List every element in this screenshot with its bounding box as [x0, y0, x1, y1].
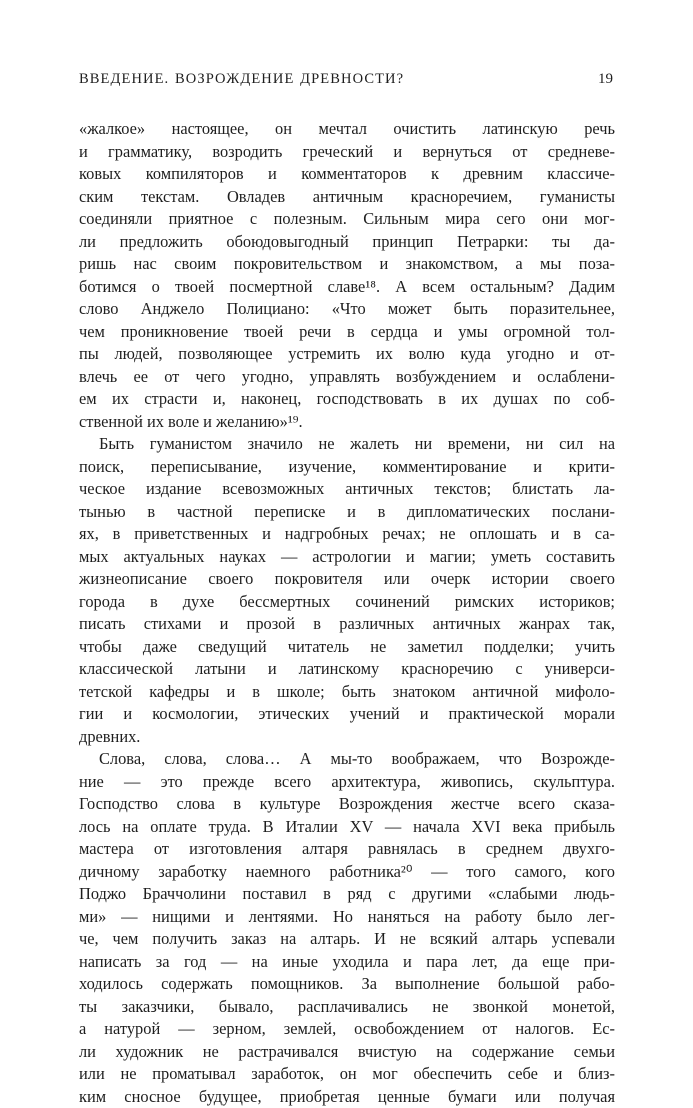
text-line: поиск, переписывание, изучение, комментирование и крити-: [79, 456, 615, 479]
text-line: пы людей, позволяющее устремить их волю куда угодно и от-: [79, 343, 615, 366]
text-line: тетской кафедры и в школе; быть знатоком античной мифоло-: [79, 681, 615, 704]
text-line: мастера от изготовления алтаря равнялась в среднем двухго-: [79, 838, 615, 861]
text-line: лось на оплате труда. В Италии XV — начала XVI века прибыль: [79, 816, 615, 839]
text-line: или не проматывал заработок, он мог обеспечить себе и близ-: [79, 1063, 615, 1086]
text-line: Слова, слова, слова… А мы-то воображаем, что Возрожде-: [79, 748, 615, 771]
text-line: и грамматику, возродить греческий и вернуться от средневе-: [79, 141, 615, 164]
text-line: мых актуальных науках — астрологии и магии; уметь составить: [79, 546, 615, 569]
text-line: жизнеописание своего покровителя или очерк истории своего: [79, 568, 615, 591]
text-line: ли художник не растрачивался вчистую на содержание семьи: [79, 1041, 615, 1064]
text-line: ем их страсти и, наконец, господствовать в их душах по соб-: [79, 388, 615, 411]
text-line: гии и космологии, этических учений и практической морали: [79, 703, 615, 726]
text-line: писать стихами и прозой в различных античных жанрах так,: [79, 613, 615, 636]
text-line: слово Анджело Полициано: «Что может быть поразительнее,: [79, 298, 615, 321]
text-line: чтобы даже сведущий читатель не заметил подделки; учить: [79, 636, 615, 659]
text-line: соединяли приятное с полезным. Сильным мира сего они мог-: [79, 208, 615, 231]
text-line: а натурой — зерном, землей, освобождением от налогов. Ес-: [79, 1018, 615, 1041]
text-line: ским текстам. Овладев античным красноречием, гуманисты: [79, 186, 615, 209]
text-line: ковых компиляторов и комментаторов к древним классиче-: [79, 163, 615, 186]
text-line: древних.: [79, 726, 615, 749]
text-line: ришь нас своим покровительством и знакомством, а мы поза-: [79, 253, 615, 276]
page-number: 19: [598, 71, 613, 88]
text-line: ние — это прежде всего архитектура, живопись, скульптура.: [79, 771, 615, 794]
running-title: ВВЕДЕНИЕ. ВОЗРОЖДЕНИЕ ДРЕВНОСТИ?: [79, 71, 404, 88]
text-line: влечь ее от чего угодно, управлять возбуждением и ослаблени-: [79, 366, 615, 389]
text-line: ботимся о твоей посмертной славе¹⁸. А всем остальным? Дадим: [79, 276, 615, 299]
text-line: классической латыни и латинскому красноречию с универси-: [79, 658, 615, 681]
text-line: дичному заработку наемного работника²⁰ — того самого, кого: [79, 861, 615, 884]
text-line: написать за год — на иные уходила и пара лет, да еще при-: [79, 951, 615, 974]
text-line: ты заказчики, бывало, расплачивались не звонкой монетой,: [79, 996, 615, 1019]
text-line: ким сносное будущее, приобретая ценные бумаги или получая: [79, 1086, 615, 1108]
text-line: Поджо Браччолини поставил в ряд с другими «слабыми людь-: [79, 883, 615, 906]
text-line: ственной их воле и желанию»¹⁹.: [79, 411, 615, 434]
text-line: тынью в частной переписке и в дипломатических послани-: [79, 501, 615, 524]
text-line: че, чем получить заказ на алтарь. И не всякий алтарь успевали: [79, 928, 615, 951]
text-line: города в духе бессмертных сочинений римских историков;: [79, 591, 615, 614]
text-line: Быть гуманистом значило не жалеть ни времени, ни сил на: [79, 433, 615, 456]
text-line: чем проникновение твоей речи в сердца и умы огромной тол-: [79, 321, 615, 344]
text-line: «жалкое» настоящее, он мечтал очистить латинскую речь: [79, 118, 615, 141]
text-line: ях, в приветственных и надгробных речах; не оплошать и в са-: [79, 523, 615, 546]
text-line: ми» — нищими и лентяями. Но наняться на работу было лег-: [79, 906, 615, 929]
text-line: ходилось содержать помощников. За выполнение большой рабо-: [79, 973, 615, 996]
text-line: ческое издание всевозможных античных текстов; блистать ла-: [79, 478, 615, 501]
body-text: [79, 118, 615, 1108]
text-line: Господство слова в культуре Возрождения жестче всего сказа-: [79, 793, 615, 816]
text-line: ли предложить обоюдовыгодный принцип Петрарки: ты да-: [79, 231, 615, 254]
